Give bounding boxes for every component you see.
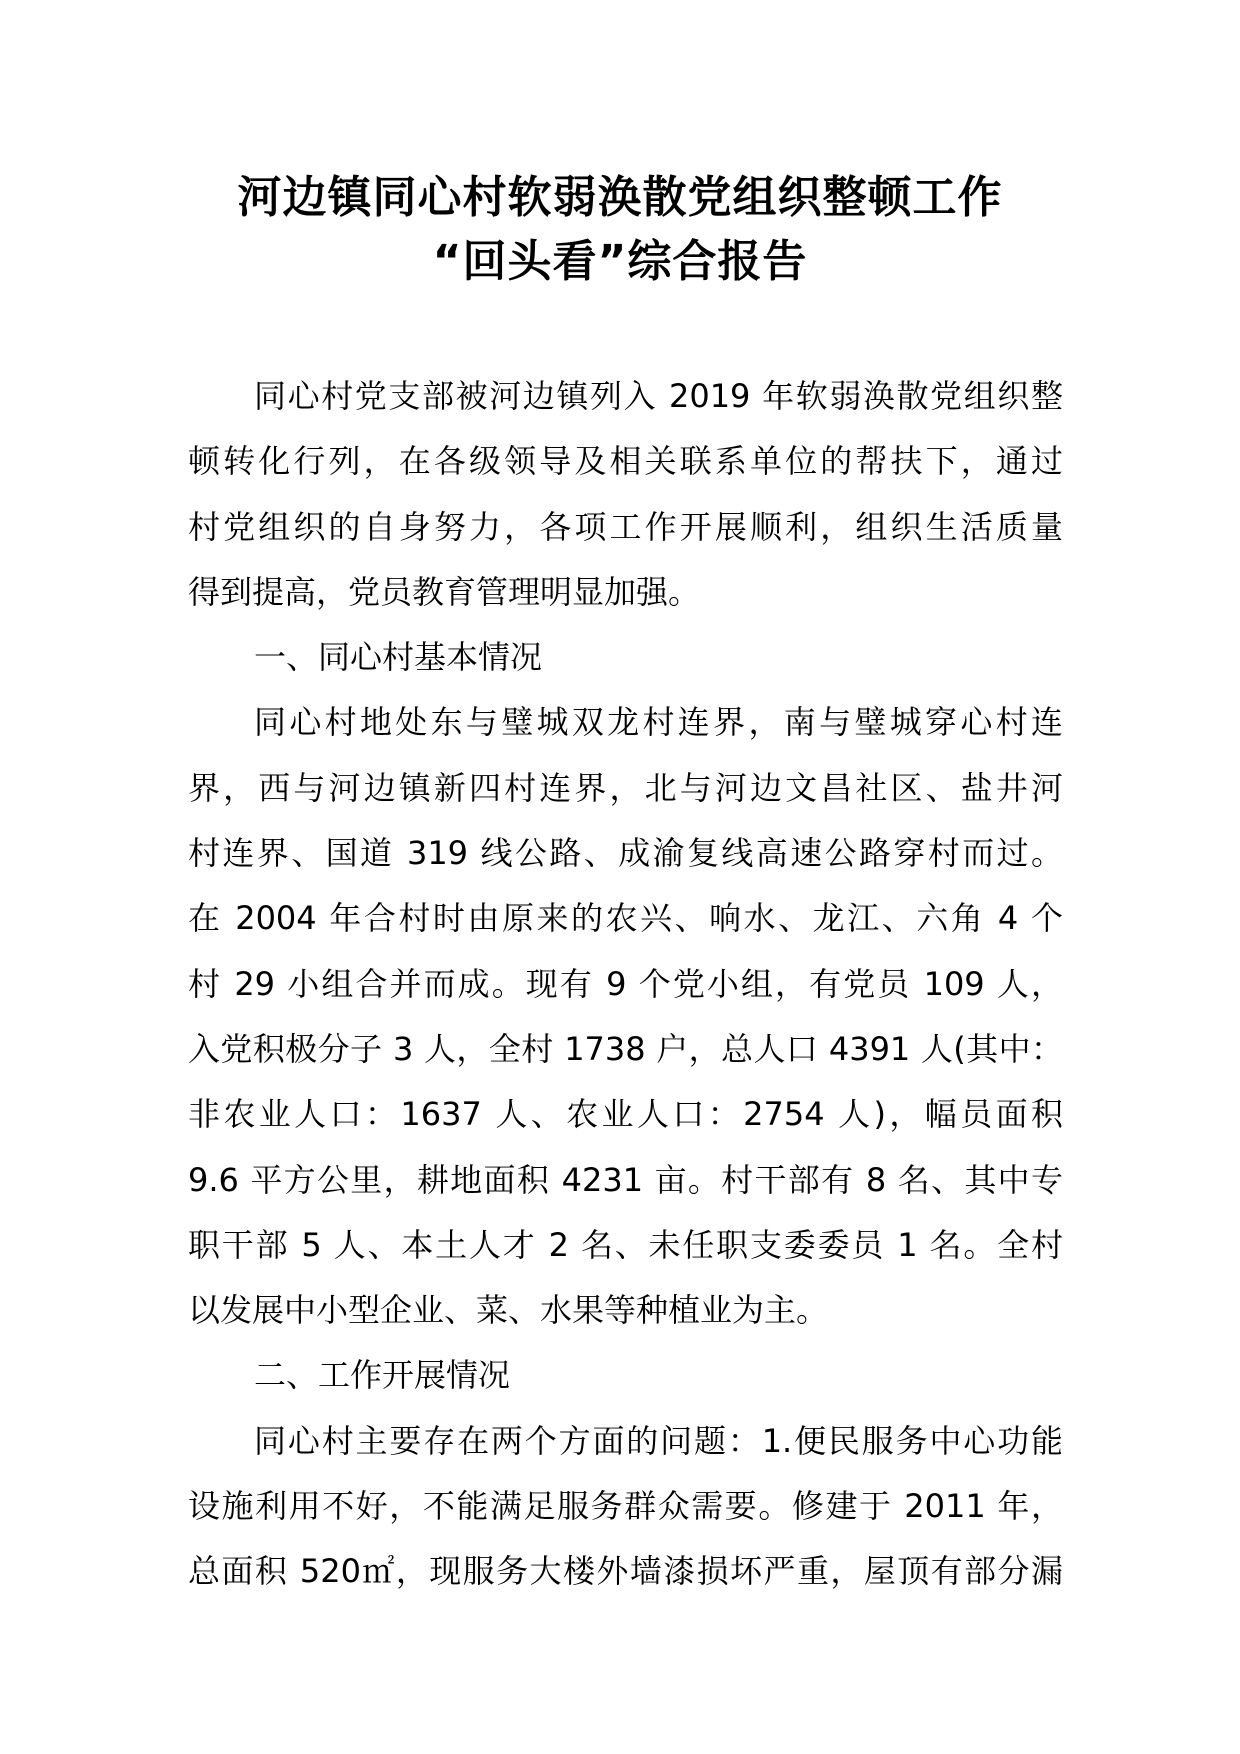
paragraph-line: 以发展中小型企业、菜、水果等种植业为主。 xyxy=(188,1291,829,1330)
paragraph-line: 入党积极分子 3 人，全村 1738 户，总人口 4391 人(其中： xyxy=(188,1029,1063,1068)
paragraph-line: 界，西与河边镇新四村连界，北与河边文昌社区、盐井河 xyxy=(188,768,1063,807)
document-title-line-1: 河边镇同心村软弱涣散党组织整顿工作 xyxy=(237,172,1003,223)
paragraph-line: 设施利用不好，不能满足服务群众需要。修建于 2011 年， xyxy=(188,1487,1063,1526)
section-heading: 二、工作开展情况 xyxy=(254,1356,511,1395)
paragraph-line: 同心村主要存在两个方面的问题：1.便民服务中心功能 xyxy=(254,1421,1063,1460)
paragraph-line: 村连界、国道 319 线公路、成渝复线高速公路穿村而过。 xyxy=(188,834,1063,873)
paragraph-line: 在 2004 年合村时由原来的农兴、响水、龙江、六角 4 个 xyxy=(188,899,1063,938)
paragraph-line: 得到提高，党员教育管理明显加强。 xyxy=(188,572,701,611)
paragraph-line: 职干部 5 人、本土人才 2 名、未任职支委委员 1 名。全村 xyxy=(188,1225,1063,1264)
paragraph-line: 顿转化行列，在各级领导及相关联系单位的帮扶下，通过 xyxy=(188,442,1063,481)
document-title-line-2: “回头看”综合报告 xyxy=(432,236,808,287)
paragraph-line: 同心村地处东与璧城双龙村连界，南与璧城穿心村连 xyxy=(254,703,1063,742)
paragraph-line: 非农业人口：1637 人、农业人口：2754 人)，幅员面积 xyxy=(188,1095,1063,1134)
section-heading: 一、同心村基本情况 xyxy=(254,638,543,677)
paragraph-line: 村 29 小组合并而成。现有 9 个党小组，有党员 109 人， xyxy=(188,964,1063,1003)
document-body xyxy=(188,364,1063,1605)
paragraph-line: 同心村党支部被河边镇列入 2019 年软弱涣散党组织整 xyxy=(254,377,1063,415)
paragraph-line: 9.6 平方公里，耕地面积 4231 亩。村干部有 8 名、其中专 xyxy=(188,1160,1063,1199)
paragraph-line: 村党组织的自身努力，各项工作开展顺利，组织生活质量 xyxy=(188,507,1063,546)
paragraph-line: 总面积 520㎡，现服务大楼外墙漆损坏严重，屋顶有部分漏 xyxy=(188,1552,1063,1591)
